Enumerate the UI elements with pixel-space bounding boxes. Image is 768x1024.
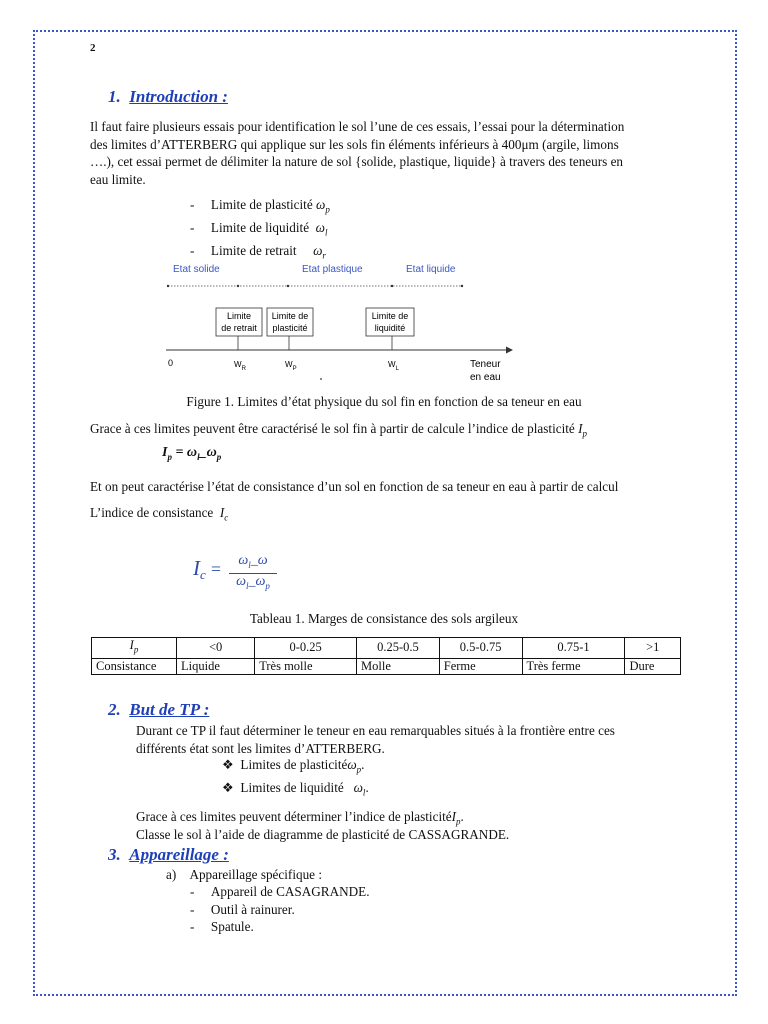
- figure-caption: Figure 1. Limites d’état physique du sol fin en fonction de sa teneur en eau: [186, 394, 582, 409]
- table-cell: Très molle: [255, 658, 357, 674]
- state-label: Etat plastique: [302, 264, 363, 275]
- atterberg-diagram: [150, 258, 530, 386]
- limit-box-label: Limite de: [371, 311, 409, 321]
- table-cell: Dure: [625, 658, 681, 674]
- heading-appareillage: 3. Appareillage :: [108, 845, 229, 864]
- state-dot: [237, 285, 239, 287]
- list-item: ❖ Limites de liquidité $\omega_l$.: [222, 780, 369, 798]
- intro-line: des limites d’ATTERBERG qui applique sur les sols fin éléments inférieurs à 400μm (argile, limons: [90, 136, 619, 152]
- limit-box-label: plasticité: [272, 323, 308, 333]
- but-line: différents état sont les limites d’ATTERBERG.: [136, 740, 385, 756]
- tick-label: $W_P$: [285, 360, 297, 372]
- intro-line: ….), cet essai permet de délimiter la nature de sol {solide, plastique, liquide} à travers des teneurs en: [90, 154, 624, 169]
- axis-origin-label: 0: [168, 358, 174, 368]
- list-item: - Limite de retrait $\omega_r$: [190, 243, 326, 261]
- state-dot: [391, 285, 393, 287]
- table-cell: <0: [177, 638, 255, 659]
- ic-sentence: L’indice de consistance $I_c$: [90, 505, 229, 523]
- tick-label: $W_R$: [234, 360, 246, 372]
- state-label: Etat solide: [173, 264, 220, 275]
- ip-formula: $I_p$ = $\omega_l\_\omega_p$: [162, 445, 222, 462]
- diamond-bullet-icon: ❖: [222, 757, 234, 772]
- grace-sentence: Grace à ces limites peuvent déterminer l’indice de plasticitéI$_p$.: [136, 809, 464, 827]
- table-row: [92, 638, 681, 659]
- list-item: - Limite de plasticité $\omega_p$: [190, 197, 330, 215]
- list-item: ❖ Limites de plasticitéω$_p$.: [222, 757, 365, 775]
- but-bullets: [222, 756, 369, 802]
- consistency-sentence: Et on peut caractérise l’état de consistance d’un sol en fonction de sa teneur en eau à partir de calcul: [90, 479, 619, 494]
- table-cell: >1: [625, 638, 681, 659]
- ic-numerator: $\omega_l\_\omega$: [229, 553, 277, 574]
- table-cell: Très ferme: [522, 658, 625, 674]
- table-cell: 0.25-0.5: [357, 638, 440, 659]
- appareillage-list: [190, 883, 370, 936]
- table-cell: Consistance: [92, 658, 177, 674]
- but-line: Durant ce TP il faut déterminer le teneur en eau remarquables situés à la frontière entre ces: [136, 723, 615, 738]
- table-cell: Molle: [357, 658, 440, 674]
- table-cell: 0-0.25: [255, 638, 357, 659]
- ic-formula: $I_c$ =: [193, 556, 222, 583]
- intro-paragraph: [90, 118, 680, 188]
- ic-denominator: $\omega_l\_\omega_p$: [236, 573, 270, 591]
- axis-arrow: [506, 347, 513, 354]
- limit-box-label: de retrait: [221, 323, 257, 333]
- list-item: - Spatule.: [190, 919, 254, 934]
- appareillage-subheading: a) Appareillage spécifique :: [166, 867, 322, 882]
- table-cell: $I_p$: [92, 638, 177, 659]
- limit-box-label: Limite de: [271, 311, 309, 321]
- state-dot: [461, 285, 463, 287]
- table-cell: Liquide: [177, 658, 255, 674]
- list-item: - Limite de liquidité $\omega_l$: [190, 220, 328, 238]
- heading-introduction: 1. Introduction :: [108, 87, 228, 106]
- state-dot: [287, 285, 289, 287]
- ip-sentence: Grace à ces limites peuvent être caractérisé le sol fin à partir de calcule l’indice de plasticité $I_p$: [90, 421, 587, 439]
- limit-box-label: liquidité: [374, 323, 406, 333]
- table-row: [92, 658, 681, 674]
- intro-line: Il faut faire plusieurs essais pour identification le sol l’une de ces essais, l’essai pour la détermination: [90, 119, 625, 134]
- axis-label: en eau: [470, 372, 501, 383]
- table-cell: 0.5-0.75: [439, 638, 522, 659]
- ic-fraction: [229, 553, 277, 594]
- limit-box-label: Limite: [226, 311, 252, 321]
- table-cell: Ferme: [439, 658, 522, 674]
- state-dot: [167, 285, 169, 287]
- stray-dot: [320, 378, 322, 380]
- diamond-bullet-icon: ❖: [222, 780, 234, 796]
- table-caption: Tableau 1. Marges de consistance des sols argileux: [249, 611, 519, 626]
- table-cell: 0.75-1: [522, 638, 625, 659]
- page-number: 2: [90, 42, 96, 54]
- axis-label: Teneur: [470, 359, 501, 370]
- tick-label: $W_L$: [388, 360, 399, 372]
- list-item: - Outil à rainurer.: [190, 901, 295, 917]
- heading-but-de-tp: 2. But de TP :: [108, 700, 210, 719]
- list-item: - Appareil de CASAGRANDE.: [190, 884, 370, 899]
- limits-list: [190, 196, 330, 265]
- intro-line: eau limite.: [90, 171, 146, 187]
- classe-sentence: Classe le sol à l’aide de diagramme de plasticité de CASSAGRANDE.: [136, 827, 510, 842]
- consistency-table: [91, 637, 681, 675]
- but-paragraph: [136, 722, 696, 757]
- state-label: Etat liquide: [406, 264, 456, 275]
